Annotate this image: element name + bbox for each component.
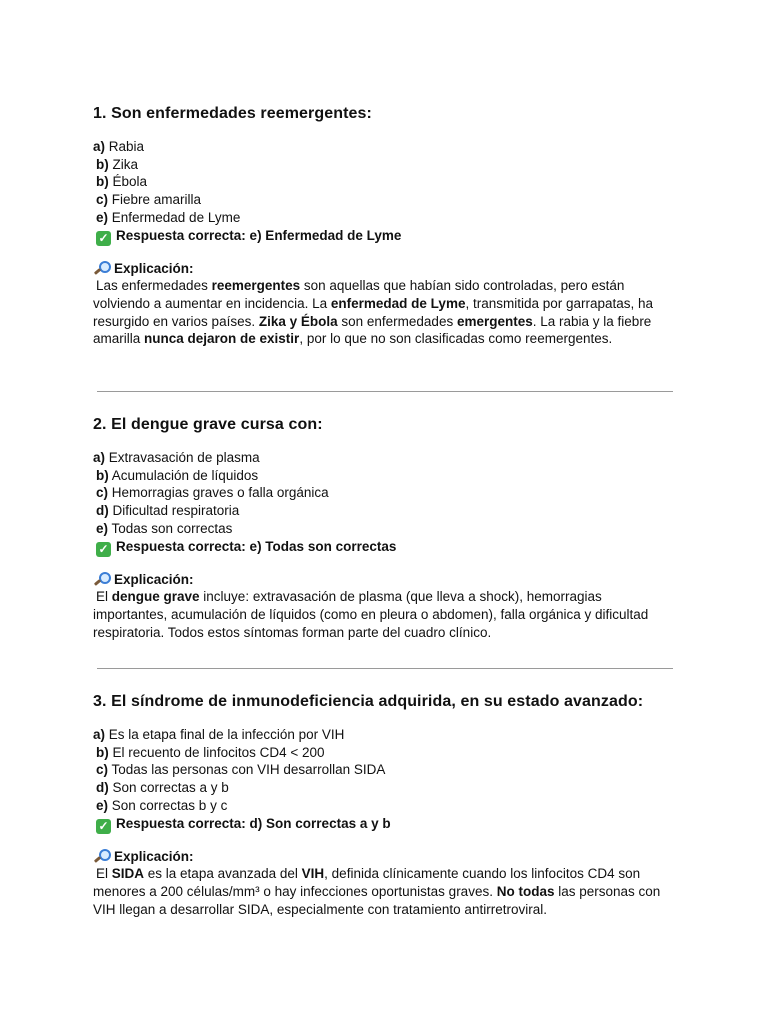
magnifier-icon: [93, 572, 111, 586]
question-title: 3. El síndrome de inmunodeficiencia adquirida, en su estado avanzado:: [93, 693, 644, 710]
question-1: [93, 104, 673, 348]
option-b-2: [93, 173, 673, 191]
question-2: [93, 415, 673, 641]
option-text: Todas las personas con VIH desarrollan SIDA: [108, 762, 386, 778]
explanation-label: Explicación:: [114, 571, 194, 587]
option-letter: e): [96, 520, 109, 536]
option-a: [93, 138, 673, 156]
section-divider: [97, 391, 673, 392]
option-b: [93, 156, 673, 174]
emphasized-text: reemergentes: [211, 278, 301, 294]
options-list: [93, 726, 673, 834]
option-letter: b): [96, 467, 109, 483]
option-text: Todas son correctas: [108, 520, 233, 536]
option-e: [93, 209, 673, 227]
option-text: Enfermedad de Lyme: [108, 209, 241, 225]
text-run: incluye: extravasación de plasma (que lleva a shock), hemorragias importantes, acumulación de líquidos (como en pleura o abdomen), falla orgánica y dificultad respiratoria. Todos estos síntomas forman parte del cuadro clínico.: [93, 589, 649, 640]
magnifier-icon: [93, 849, 111, 863]
option-text: Extravasación de plasma: [105, 450, 260, 465]
check-mark-icon: ✓: [96, 819, 111, 834]
explanation-text: [93, 277, 673, 348]
options-list: [93, 449, 673, 557]
explanation-text: [93, 588, 673, 641]
emphasized-text: VIH: [301, 866, 325, 882]
emphasized-text: SIDA: [111, 866, 145, 882]
option-e: [93, 797, 673, 815]
option-text: Zika: [108, 156, 139, 172]
text-run: , transmitida por garrapatas, ha resurgido en varios países.: [93, 295, 654, 329]
explanation-heading: [93, 848, 673, 866]
option-b: [93, 467, 673, 485]
text-run: , por lo que no son clasificadas como reemergentes.: [299, 331, 613, 347]
correct-answer: [93, 538, 673, 557]
text-run: El: [96, 866, 112, 882]
option-letter: e): [96, 797, 109, 813]
option-c: [93, 761, 673, 779]
correct-answer-text: Respuesta correcta: e) Todas son correctas: [116, 538, 397, 554]
option-text: Acumulación de líquidos: [108, 467, 259, 483]
option-text: El recuento de linfocitos CD4 < 200: [108, 744, 325, 760]
explanation-heading: [93, 260, 673, 278]
option-text: Hemorragias graves o falla orgánica: [108, 485, 329, 501]
option-text: Rabia: [105, 139, 145, 154]
explanation-label: Explicación:: [114, 848, 194, 864]
option-letter: b): [96, 174, 109, 190]
option-letter: d): [96, 503, 109, 519]
explanation-heading: [93, 571, 673, 589]
option-b: [93, 744, 673, 762]
option-letter: b): [96, 744, 109, 760]
option-letter: a): [93, 727, 106, 742]
text-run: las personas con VIH llegan a desarrollar SIDA, especialmente con tratamiento antirretroviral.: [93, 883, 661, 917]
explanation: [93, 260, 673, 349]
explanation: [93, 571, 673, 642]
option-text: Son correctas b y c: [108, 797, 228, 813]
option-e: [93, 520, 673, 538]
correct-answer-text: Respuesta correcta: d) Son correctas a y b: [116, 815, 391, 831]
option-text: Es la etapa final de la infección por VIH: [105, 727, 345, 742]
options-list: [93, 138, 673, 246]
option-letter: c): [96, 485, 109, 501]
option-text: Son correctas a y b: [108, 780, 229, 796]
explanation-text: [93, 865, 673, 918]
question-title: 2. El dengue grave cursa con:: [93, 416, 323, 433]
text-run: . La rabia y la fiebre amarilla: [93, 313, 652, 347]
option-letter: e): [96, 209, 109, 225]
question-3: [93, 692, 673, 918]
option-text: Ébola: [108, 174, 148, 190]
text-run: es la etapa avanzada del: [144, 866, 302, 882]
option-letter: c): [96, 762, 109, 778]
text-run: El: [96, 589, 112, 605]
option-d: [93, 502, 673, 520]
emphasized-text: No todas: [496, 883, 555, 899]
option-text: Dificultad respiratoria: [108, 503, 240, 519]
explanation: [93, 848, 673, 919]
question-title: 1. Son enfermedades reemergentes:: [93, 105, 372, 122]
text-run: son enfermedades: [337, 313, 457, 329]
text-run: , definida clínicamente cuando los linfocitos CD4 son menores a 200 células/mm³ o hay infecciones oportunistas graves.: [93, 866, 641, 899]
option-letter: a): [93, 139, 106, 154]
emphasized-text: nunca dejaron de existir: [144, 331, 300, 347]
emphasized-text: emergentes: [456, 313, 533, 329]
emphasized-text: dengue grave: [111, 589, 200, 605]
option-d: [93, 779, 673, 797]
option-c: [93, 191, 673, 209]
magnifier-icon: [93, 261, 111, 275]
option-letter: d): [96, 780, 109, 796]
option-c: [93, 484, 673, 502]
explanation-label: Explicación:: [114, 260, 194, 276]
check-mark-icon: ✓: [96, 231, 111, 246]
option-letter: a): [93, 450, 106, 465]
option-a: [93, 726, 673, 744]
text-run: son aquellas que habían sido controladas, pero están volviendo a aumentar en incidencia. La: [93, 278, 625, 311]
emphasized-text: Zika y Ébola: [258, 313, 338, 329]
option-letter: c): [96, 192, 109, 208]
option-letter: b): [96, 156, 109, 172]
correct-answer-text: Respuesta correcta: e) Enfermedad de Lyme: [116, 227, 402, 243]
check-mark-icon: ✓: [96, 542, 111, 557]
correct-answer: [93, 227, 673, 246]
option-a: [93, 449, 673, 467]
correct-answer: [93, 815, 673, 834]
text-run: Las enfermedades: [96, 278, 212, 294]
option-text: Fiebre amarilla: [108, 192, 202, 208]
emphasized-text: enfermedad de Lyme: [330, 295, 466, 311]
section-divider: [97, 668, 673, 669]
